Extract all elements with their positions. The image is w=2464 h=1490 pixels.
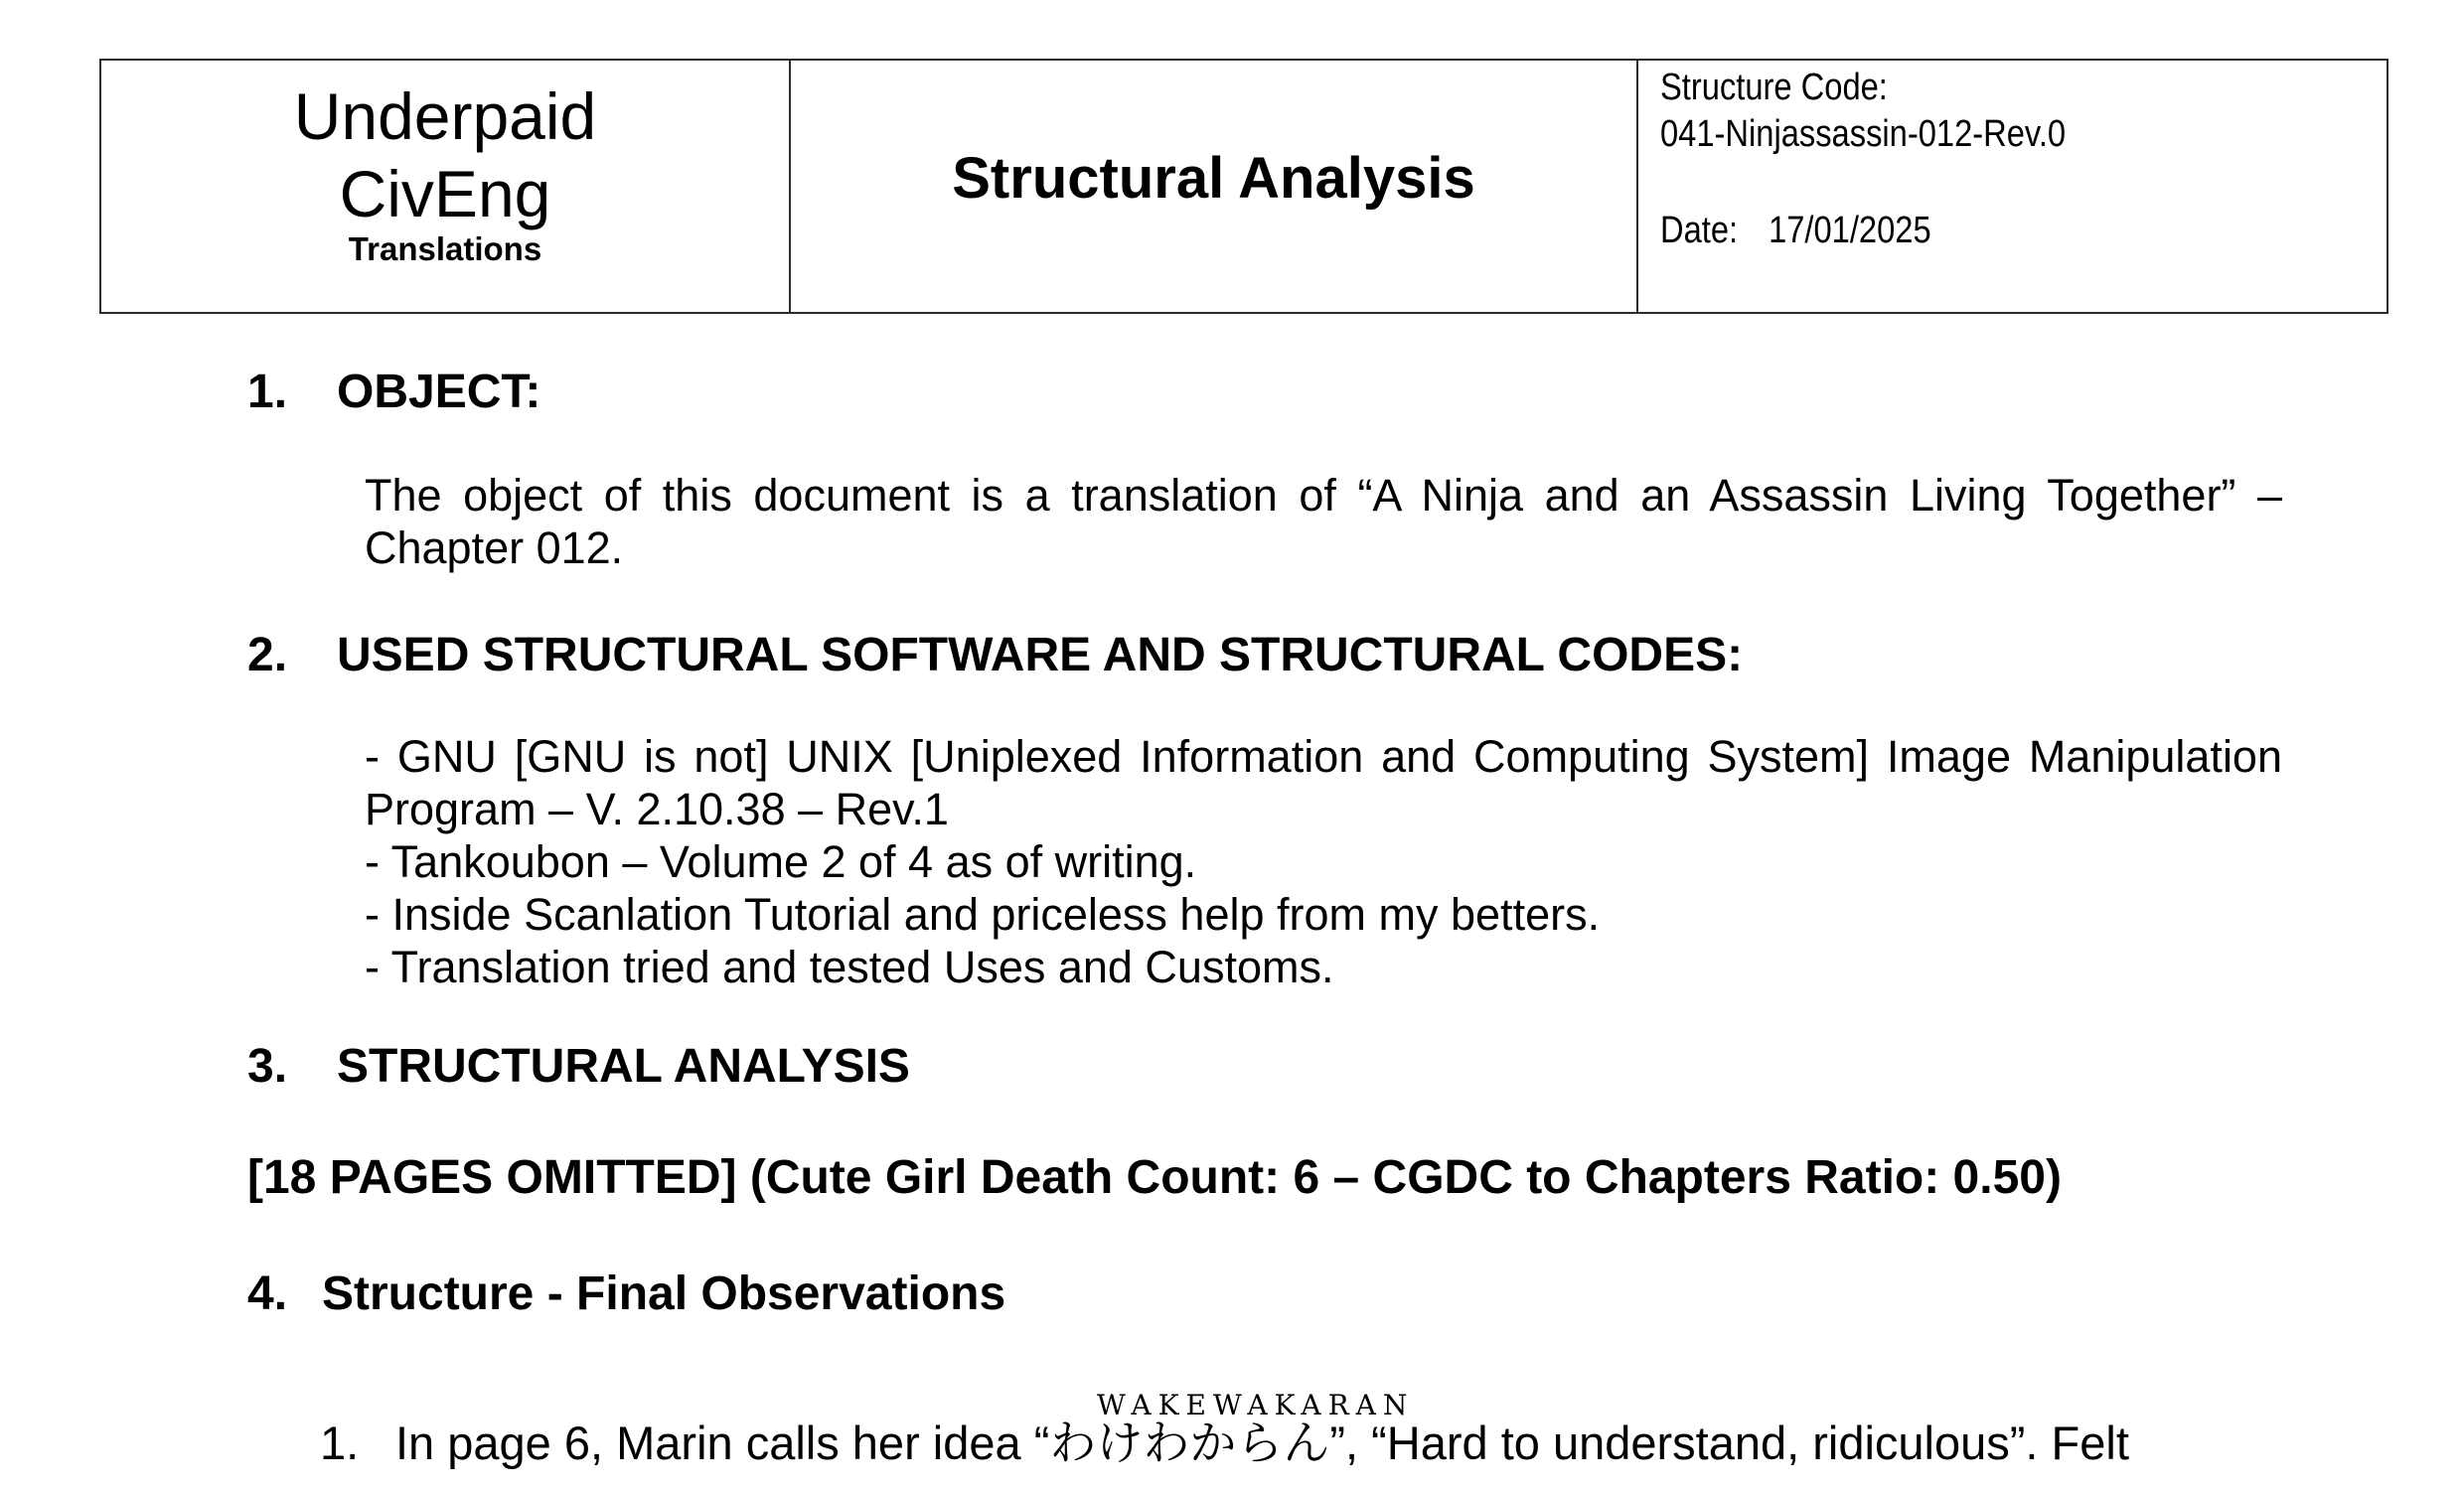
date-value: 17/01/2025 [1769, 210, 1931, 251]
section-3-number: 3. [247, 1040, 288, 1093]
logo-text-translations: Translations [348, 230, 542, 267]
software-list-item: - Inside Scanlation Tutorial and priceless help from my betters. [365, 889, 1601, 940]
section-2-heading [247, 628, 1743, 682]
section-1-body: The object of this document is a translation of “A Ninja and an Assassin Living Together” – Chapter 012. [365, 470, 2282, 573]
section-1-title: OBJECT: [337, 366, 541, 418]
observation-text: In page 6, Marin calls her idea “わけわからん”, “Hard to understand, ridiculous”. Felt [395, 1416, 2129, 1469]
structure-code-label: Structure Code: [1660, 67, 1888, 108]
software-list-item: - GNU [GNU is not] UNIX [Uniplexed Information and Computing System] Image Manipulation Program – V. 2.10.38 – Rev.1 [365, 731, 2282, 834]
metadata-cell [1638, 61, 2387, 312]
section-4-heading [247, 1266, 1005, 1321]
section-2-number: 2. [247, 629, 288, 681]
observation-item [320, 1415, 2129, 1472]
logo-cell [101, 61, 791, 312]
section-1-number: 1. [247, 366, 288, 418]
logo-text-underpaid: Underpaid [293, 79, 597, 153]
section-2-title: USED STRUCTURAL SOFTWARE AND STRUCTURAL CODES: [337, 629, 1744, 681]
software-list-item: - Tankoubon – Volume 2 of 4 as of writing. [365, 836, 1197, 887]
date-label: Date: [1660, 210, 1739, 251]
section-3-heading [247, 1039, 910, 1094]
section-3-title: STRUCTURAL ANALYSIS [337, 1040, 910, 1093]
date-row [1660, 208, 1931, 253]
section-4-number: 4. [247, 1267, 288, 1320]
structure-code-value: 041-Ninjassassin-012-Rev.0 [1660, 113, 2067, 155]
furigana-reading: WAKEWAKARAN [1097, 1389, 1415, 1421]
observation-number: 1. [320, 1416, 360, 1469]
document-title: Structural Analysis [952, 146, 1475, 211]
document-header-table [99, 59, 2388, 314]
section-4-title: Structure - Final Observations [322, 1267, 1006, 1320]
title-cell [791, 61, 1638, 312]
omitted-pages-note: [18 PAGES OMITTED] (Cute Girl Death Count: 6 – CGDC to Chapters Ratio: 0.50) [247, 1151, 2062, 1204]
section-1-heading [247, 365, 540, 419]
software-list-item: - Translation tried and tested Uses and Customs. [365, 942, 1334, 992]
logo-text-civeng: CivEng [339, 157, 551, 230]
